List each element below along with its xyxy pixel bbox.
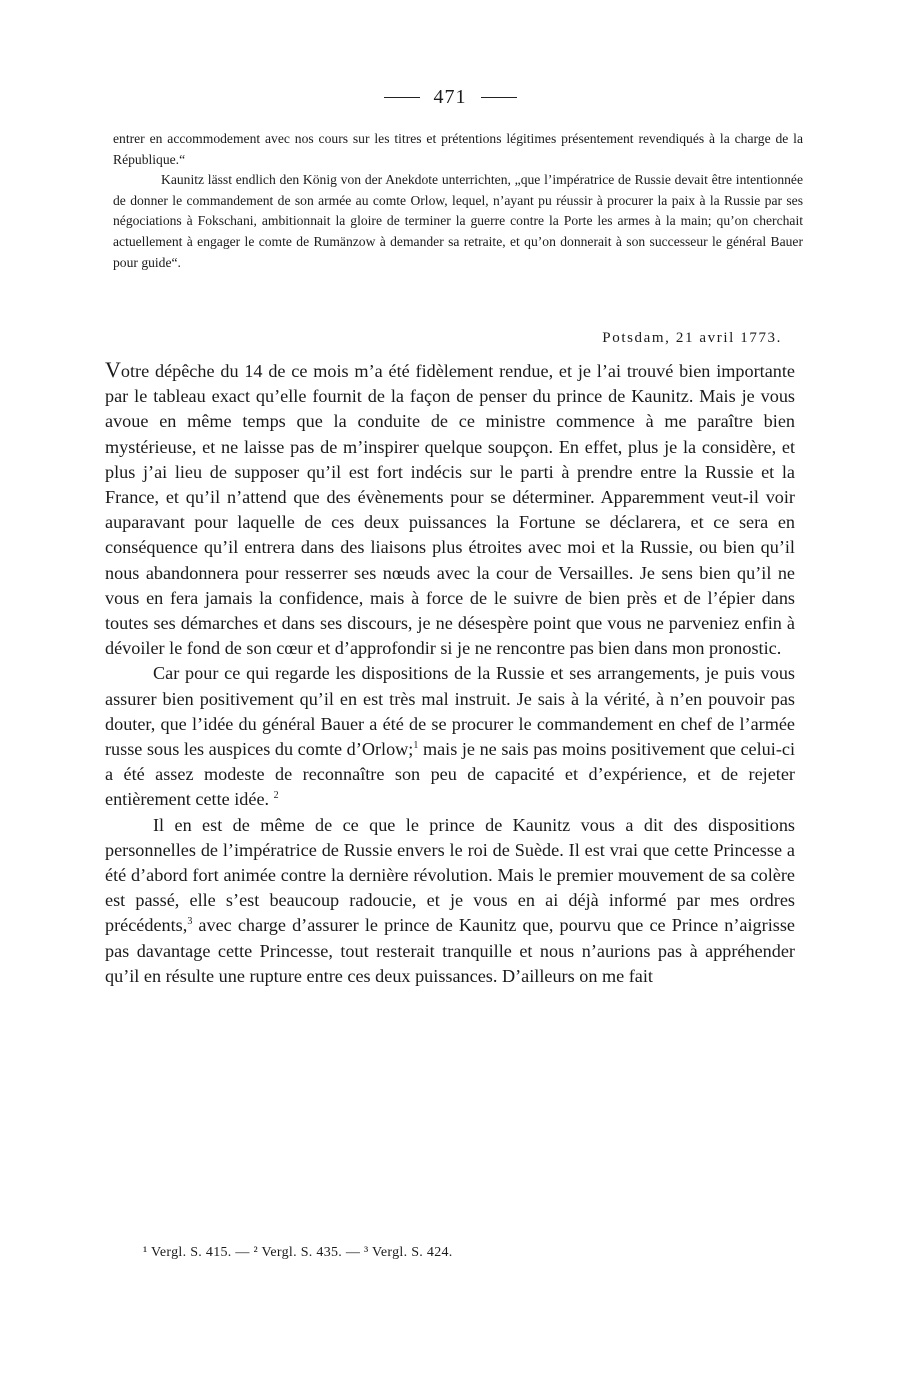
- letter-paragraph-2: [105, 661, 795, 812]
- letter-paragraph-1: [105, 357, 795, 661]
- footnote-ref-3: 3: [187, 916, 193, 928]
- footnote-ref-1: 1: [413, 739, 419, 751]
- letter-paragraph-3: [105, 813, 795, 989]
- paragraph-text: Car pour ce qui regarde les dispositions de la Russie et ses arrangements, je puis vous assurer bien positivement qu’il en est très mal instruit. Je sais à la vérité, à n’en pouvoir pas douter, que l’idée du général Bauer a été de se procurer le commandement en chef de l’armée russe sous les auspices du comte d’Orlow;: [105, 663, 795, 760]
- letter-dateline: Potsdam, 21 avril 1773.: [602, 330, 782, 346]
- footnote-ref-2: 2: [273, 790, 279, 802]
- preamble-paragraph-1: entrer en accommodement avec nos cours sur les titres et prétentions légitimes présentement revendiqués à la charge de la République.“: [113, 131, 803, 167]
- initial-letter: V: [105, 357, 121, 382]
- paragraph-text: mais je ne sais pas moins positivement que celui-ci a été assez modeste de reconnaître son peu de capacité et d’expérience, et de rejeter entièrement cette idée.: [105, 739, 795, 810]
- header-rule-left: [384, 97, 420, 98]
- paragraph-text: otre dépêche du 14 de ce mois m’a été fidèlement rendue, et je l’ai trouvé bien importante par le tableau exact qu’elle fournit de la façon de penser du prince de Kaunitz. Mais je vous avoue en même temps que la conduite de ce ministre commence à me paraître bien mystérieuse, et ne laisse pas de m’inspirer quelque soupçon. En effet, plus je la considère, et plus j’ai lieu de supposer qu’il est fort indécis sur le parti à prendre entre la Russie et la France, et qu’il n’attend que des évènements pour se déterminer. Apparemment veut-il voir auparavant pour laquelle de ces deux puissances la Fortune se déclarera, et ce sera en conséquence qu’il entrera dans des liaisons plus étroites avec moi et la Russie, ou bien qu’il nous abandonnera pour resserrer ses nœuds avec la cour de Versailles. Je sens bien qu’il ne vous en fera jamais la confidence, mais à force de le suivre de bien près et de l’épier dans toutes ses démarches et dans ses discours, je ne désespère point que vous ne parveniez enfin à dévoiler le fond de son cœur et d’approfondir si je ne rencontre pas bien dans mon pronostic.: [105, 361, 795, 659]
- paragraph-text: Il en est de même de ce que le prince de Kaunitz vous a dit des dispositions personnelles de l’impératrice de Russie envers le roi de Suède. Il est vrai que cette Princesse a été d’abord fort animée contre la dernière révolution. Mais le premier mouvement de sa colère est passé, elle s’est beaucoup radoucie, et je vous en ai déjà informé par mes ordres précédents,: [105, 814, 795, 936]
- page-number: 471: [433, 86, 467, 108]
- page-header: [0, 86, 900, 109]
- paragraph-text: avec charge d’assurer le prince de Kaunitz que, pourvu que ce Prince n’aigrisse pas davantage cette Princesse, tout resterait tranquille et nous n’aurions pas à appréhender qu’il en résulte une rupture entre ces deux puissances. D’ailleurs on me fait: [105, 915, 795, 986]
- letter-body: [105, 357, 795, 989]
- preamble-paragraph-2: Kaunitz lässt endlich den König von der Anekdote unterrichten, „que l’impératrice de Russie devait être intentionnée de donner le commandement de son armée au comte Orlow, lequel, n’ayant pu réussir à procurer la paix à la Russie par ses négociations à Fokschani, ambitionnait la gloire de terminer la guerre contre la Porte les armes à la main; qu’on cherchait actuellement à engager le comte de Rumänzow à demander sa retraite, et qu’on donnerait à son successeur le général Bauer pour guide“.: [113, 172, 803, 270]
- header-rule-right: [481, 97, 517, 98]
- preamble-commentary: [113, 129, 803, 273]
- footnotes: ¹ Vergl. S. 415. — ² Vergl. S. 435. — ³ Vergl. S. 424.: [143, 1245, 453, 1260]
